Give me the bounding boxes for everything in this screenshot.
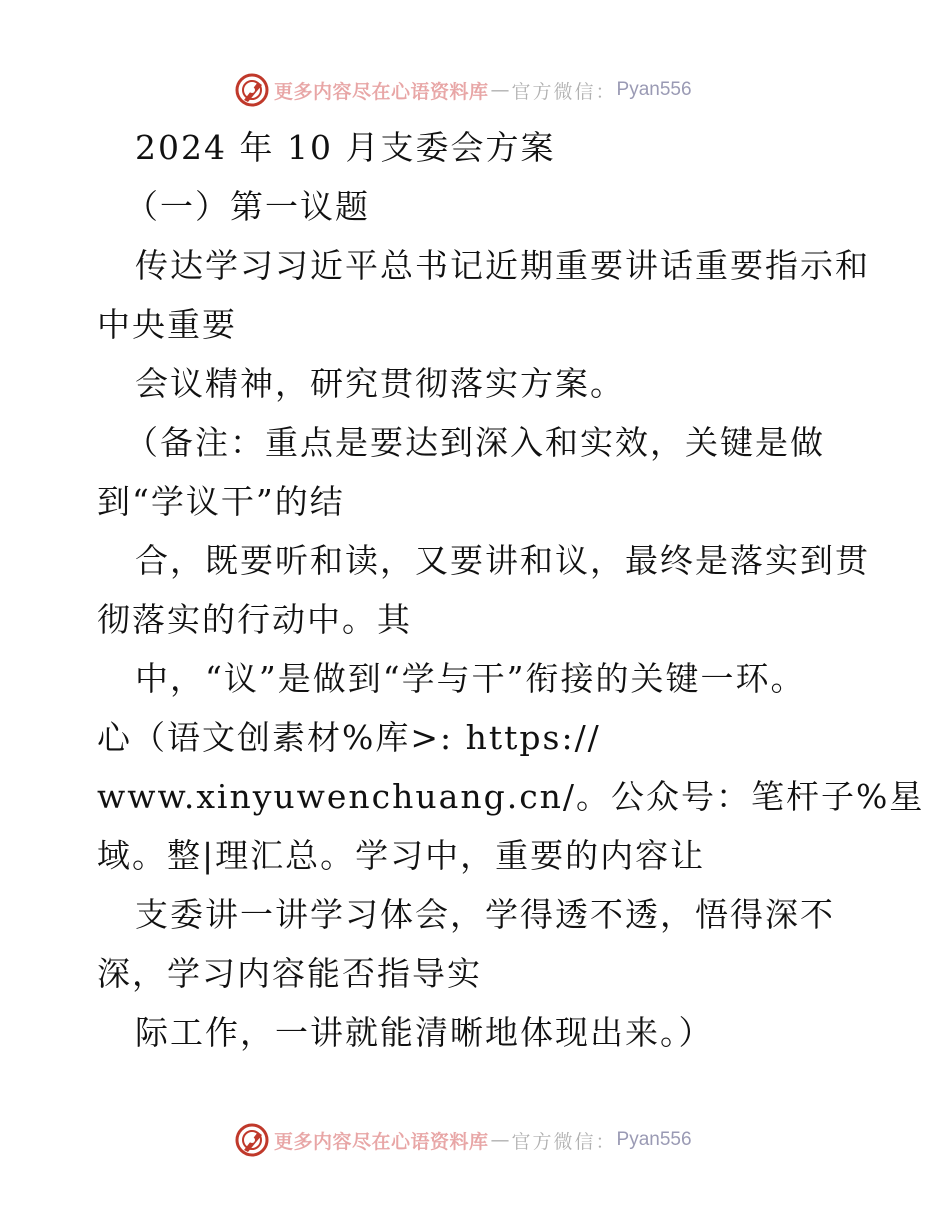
paragraph-line: 深，学习内容能否指导实 xyxy=(97,954,482,993)
paragraph-line: 域。整|理汇总。学习中，重要的内容让 xyxy=(97,836,706,875)
paragraph-line: 支委讲一讲学习体会，学得透不透，悟得深不 xyxy=(135,895,835,934)
watermark-wechat-id: Pyan556 xyxy=(616,1129,692,1150)
watermark-dash: — xyxy=(490,1129,510,1151)
watermark-brand-text: 更多内容尽在心语资料库 xyxy=(274,80,489,103)
pen-logo-icon xyxy=(234,72,270,108)
paragraph-line: www.xinyuwenchuang.cn/。公众号：笔杆子%星 xyxy=(97,777,925,816)
watermark-official-label: 官方微信： xyxy=(511,80,617,103)
watermark-dash: — xyxy=(490,79,510,101)
paragraph-line: 中，“议”是做到“学与干”衔接的关键一环。 xyxy=(135,659,806,698)
watermark-wechat-id: Pyan556 xyxy=(616,79,692,100)
paragraph-line: 合，既要听和读，又要讲和议，最终是落实到贯 xyxy=(135,541,870,580)
paragraph-line: （备注：重点是要达到深入和实效，关键是做 xyxy=(125,423,825,462)
paragraph-line: 传达学习习近平总书记近期重要讲话重要指示和 xyxy=(135,246,870,285)
paragraph-line: 心（语文创素材%库>: https:// xyxy=(97,718,601,757)
header-watermark xyxy=(234,70,692,110)
section-heading: （一）第一议题 xyxy=(125,187,370,226)
footer-watermark xyxy=(234,1120,692,1160)
document-title: 2024 年 10 月支委会方案 xyxy=(135,128,556,167)
paragraph-line: 到“学议干”的结 xyxy=(97,482,345,521)
paragraph-line: 彻落实的行动中。其 xyxy=(97,600,412,639)
document-body xyxy=(97,118,925,1062)
paragraph-line: 会议精神，研究贯彻落实方案。 xyxy=(135,364,625,403)
watermark-brand-text: 更多内容尽在心语资料库 xyxy=(274,1130,489,1153)
watermark-official-label: 官方微信： xyxy=(511,1130,617,1153)
paragraph-line: 际工作，一讲就能清晰地体现出来。） xyxy=(135,1013,714,1052)
paragraph-line: 中央重要 xyxy=(97,305,237,344)
pen-logo-icon xyxy=(234,1122,270,1158)
